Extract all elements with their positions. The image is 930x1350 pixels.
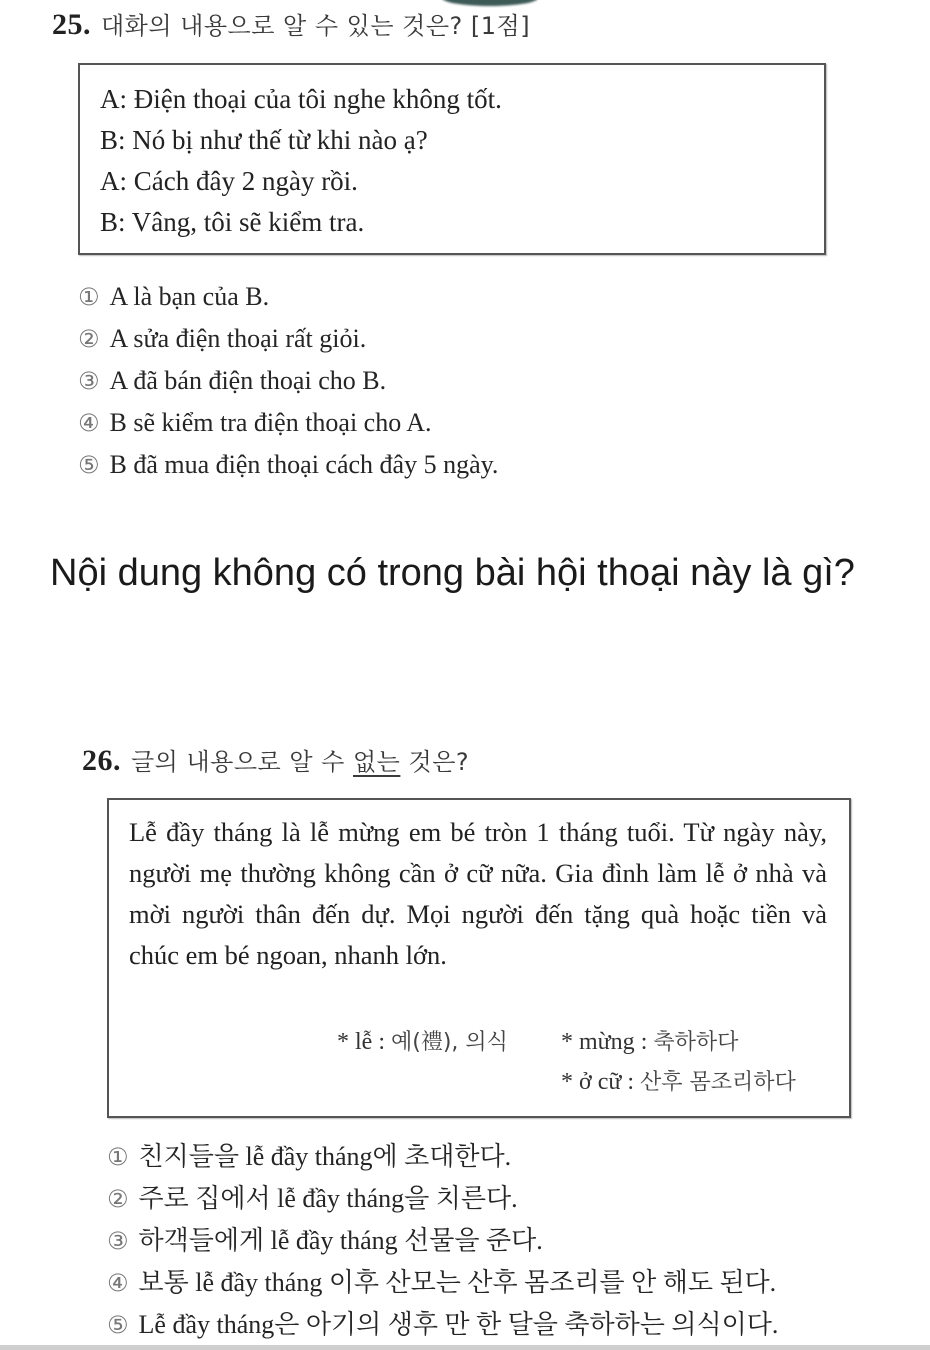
- q25-title: [52, 6, 530, 42]
- dialogue-line: B: Nó bị như thế từ khi nào ạ?: [100, 125, 428, 155]
- q25-option-3[interactable]: ③ A đã bán điện thoại cho B.: [78, 366, 387, 395]
- bottom-divider: [0, 1345, 930, 1350]
- q25-prompt: 대화의 내용으로 알 수 있는 것은? [1점]: [101, 12, 531, 40]
- q26-option-5[interactable]: ⑤ Lễ đầy tháng은 아기의 생후 만 한 달을 축하하는 의식이다.: [107, 1310, 779, 1339]
- gloss-mung: * mừng : 축하하다: [561, 1029, 739, 1055]
- q26-options: [107, 1136, 778, 1346]
- q25-options: [78, 276, 498, 486]
- q26-passage: Lễ đầy tháng là lễ mừng em bé tròn 1 tháng tuổi. Từ ngày này, người mẹ thường không cần ở cữ nữa. Gia đình làm lễ ở nhà và mời người thân đến dự. Mọi người đến tặng quà hoặc tiền và chúc em bé ngoan, nhanh lớn.: [129, 817, 827, 970]
- q26-option-4[interactable]: ④ 보통 lễ đầy tháng 이후 산모는 산후 몸조리를 안 해도 된다.: [107, 1268, 777, 1297]
- gloss-o-cu: * ở cữ : 산후 몸조리하다: [561, 1069, 796, 1095]
- q25-dialogue-box: [78, 63, 826, 255]
- q26-title: [82, 742, 469, 778]
- q26-option-3[interactable]: ③ 하객들에게 lễ đầy tháng 선물을 준다.: [107, 1226, 543, 1255]
- q26-option-1[interactable]: ① 친지들을 lễ đầy tháng에 초대한다.: [107, 1142, 512, 1171]
- q25-option-1[interactable]: ① A là bạn của B.: [78, 282, 270, 311]
- dialogue-line: A: Điện thoại của tôi nghe không tốt.: [100, 84, 502, 114]
- q25-option-5[interactable]: ⑤ B đã mua điện thoại cách đây 5 ngày.: [78, 450, 499, 479]
- q26-option-2[interactable]: ② 주로 집에서 lễ đầy tháng을 치른다.: [107, 1184, 518, 1213]
- question-caption: Nội dung không có trong bài hội thoại này là gì?: [50, 552, 855, 594]
- dialogue-line: A: Cách đây 2 ngày rồi.: [100, 166, 358, 196]
- q26-prompt-after: 것은?: [400, 748, 470, 776]
- q26-number: 26.: [82, 744, 121, 777]
- q26-prompt-before: 글의 내용으로 알 수: [131, 748, 353, 776]
- dialogue-line: B: Vâng, tôi sẽ kiểm tra.: [100, 207, 365, 237]
- q25-option-2[interactable]: ② A sửa điện thoại rất giỏi.: [78, 324, 367, 353]
- q26-passage-box: [107, 798, 851, 1118]
- gloss-le: * lễ : 예(禮), 의식: [337, 1029, 508, 1055]
- q26-prompt-underlined: 없는: [353, 748, 401, 776]
- q25-number: 25.: [52, 8, 91, 41]
- q25-option-4[interactable]: ④ B sẽ kiểm tra điện thoại cho A.: [78, 408, 432, 437]
